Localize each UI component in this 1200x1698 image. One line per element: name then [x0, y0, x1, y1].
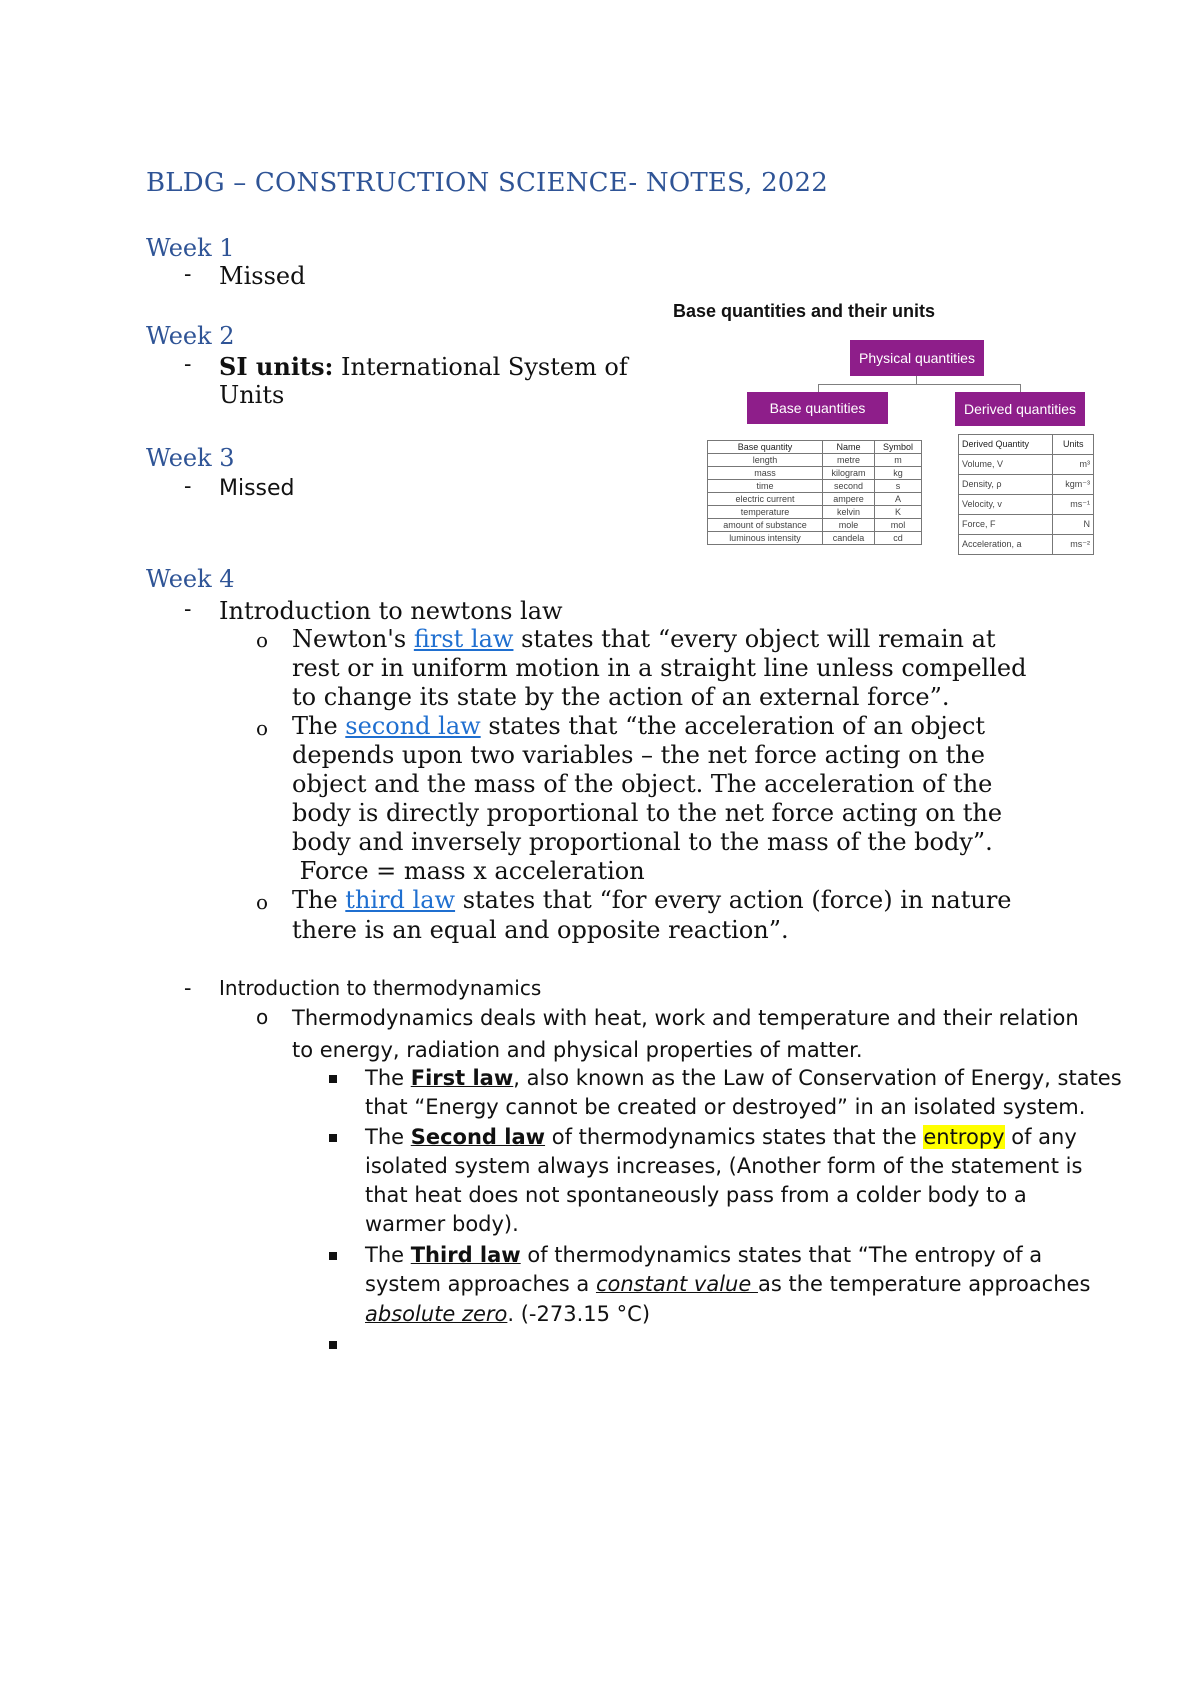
table-row: [959, 515, 1094, 535]
table-cell: mass: [708, 467, 823, 480]
table-cell: A: [874, 493, 921, 506]
week-2-item: [219, 352, 628, 382]
table-header: Name: [822, 441, 874, 454]
circle-bullet: o: [256, 628, 269, 652]
table-cell: kg: [874, 467, 921, 480]
table-cell: amount of substance: [708, 519, 823, 532]
table-row: [708, 506, 922, 519]
dash-bullet: -: [184, 976, 192, 1001]
force-equation: Force = mass x acceleration: [292, 857, 645, 885]
thermo-third-prefix: The: [365, 1243, 411, 1267]
base-quantities-box: Base quantities: [747, 392, 888, 424]
page-title: BLDG – CONSTRUCTION SCIENCE- NOTES, 2022: [146, 168, 829, 198]
second-law-text: states that “the acceleration of an object: [480, 712, 986, 740]
week-1-heading: Week 1: [146, 234, 235, 262]
thermo-third-text-3: . (-273.15 °C): [507, 1302, 651, 1326]
thermo-second-text-end: of any: [1004, 1125, 1077, 1149]
thermo-third-law-line-2: [365, 1270, 1090, 1299]
table-row: [959, 495, 1094, 515]
square-bullet: [329, 1252, 337, 1260]
square-bullet: [329, 1341, 337, 1349]
thermo-third-text: of thermodynamics states that “The entropy of a: [520, 1243, 1043, 1267]
first-law-text: states that “every object will remain at: [513, 625, 996, 653]
second-law-line-3: object and the mass of the object. The acceleration of the: [292, 770, 993, 798]
table-cell: kelvin: [822, 506, 874, 519]
table-cell: length: [708, 454, 823, 467]
table-row: [708, 454, 922, 467]
second-law-line-5: body and inversely proportional to the mass of the body”.: [292, 828, 993, 856]
thermo-third-law-line-3: [365, 1300, 650, 1329]
thermo-first-law-term: First law: [410, 1066, 514, 1090]
third-law-link[interactable]: third law: [345, 886, 456, 914]
first-law-link[interactable]: first law: [413, 625, 514, 653]
derived-quantity-table: [958, 434, 1094, 555]
first-law-line-3: to change its state by the action of an external force”.: [292, 683, 950, 711]
table-cell: luminous intensity: [708, 532, 823, 545]
table-cell: K: [874, 506, 921, 519]
table-cell: s: [874, 480, 921, 493]
table-cell: kgm⁻³: [1053, 475, 1094, 495]
figure-title: Base quantities and their units: [673, 301, 936, 321]
third-law-text: states that “for every action (force) in nature: [455, 886, 1012, 914]
second-law-link[interactable]: second law: [345, 712, 481, 740]
thermo-third-law-term: Third law: [410, 1243, 521, 1267]
table-row: [959, 475, 1094, 495]
thermo-third-text-2b: as the temperature approaches: [757, 1272, 1091, 1296]
table-header-row: [959, 435, 1094, 455]
constant-value-term: constant value: [595, 1272, 758, 1296]
week-1-item: Missed: [219, 262, 306, 290]
thermo-first-law-line-2: that “Energy cannot be created or destroyed” in an isolated system.: [365, 1095, 1086, 1119]
dash-bullet: -: [184, 474, 192, 499]
thermo-third-law-line-1: [365, 1241, 1042, 1270]
table-cell: metre: [822, 454, 874, 467]
newtons-law-intro: Introduction to newtons law: [219, 597, 563, 625]
dash-bullet: -: [184, 352, 192, 377]
thermo-second-text: of thermodynamics states that the: [545, 1125, 924, 1149]
table-cell: mole: [822, 519, 874, 532]
table-cell: temperature: [708, 506, 823, 519]
thermo-second-law-line-3: that heat does not spontaneously pass from a colder body to a: [365, 1183, 1027, 1207]
table-cell: m³: [1053, 455, 1094, 475]
first-law-prefix: Newton's: [292, 625, 414, 653]
second-law-line-4: body is directly proportional to the net force acting on the: [292, 799, 1003, 827]
table-cell: kilogram: [822, 467, 874, 480]
first-law-line-1: [292, 625, 996, 654]
base-quantity-table: [707, 440, 922, 545]
table-cell: ampere: [822, 493, 874, 506]
thermodynamics-definition-1: Thermodynamics deals with heat, work and temperature and their relation: [292, 1006, 1079, 1030]
absolute-zero-term: absolute zero: [365, 1302, 508, 1326]
table-cell: electric current: [708, 493, 823, 506]
second-law-prefix: The: [292, 712, 346, 740]
second-law-line-2: depends upon two variables – the net force acting on the: [292, 741, 985, 769]
table-cell: Volume, V: [959, 455, 1053, 475]
circle-bullet: o: [256, 890, 269, 914]
second-law-line-1: [292, 712, 985, 741]
table-row: [708, 532, 922, 545]
si-units-term: SI units:: [219, 352, 334, 381]
thermo-second-law-line-2: isolated system always increases, (Another form of the statement is: [365, 1154, 1083, 1178]
table-cell: ms⁻²: [1053, 535, 1094, 555]
derived-quantities-box: Derived quantities: [955, 392, 1085, 426]
thermo-second-law-term: Second law: [410, 1125, 546, 1149]
table-cell: Velocity, v: [959, 495, 1053, 515]
circle-bullet: o: [256, 716, 269, 740]
table-cell: N: [1053, 515, 1094, 535]
tree-connector: [916, 376, 917, 384]
table-header: Derived Quantity: [959, 435, 1053, 455]
week-2-text-1: International System of: [333, 353, 628, 381]
thermo-second-law-line-4: warmer body).: [365, 1212, 519, 1236]
thermo-first-prefix: The: [365, 1066, 411, 1090]
third-law-line-2: there is an equal and opposite reaction”.: [292, 916, 789, 944]
table-row: [708, 480, 922, 493]
table-cell: Acceleration, a: [959, 535, 1053, 555]
week-3-item: Missed: [219, 476, 295, 501]
thermo-first-law-line-1: [365, 1064, 1122, 1093]
week-2-text-2: Units: [219, 381, 285, 409]
table-row: [708, 467, 922, 480]
thermodynamics-definition-2: to energy, radiation and physical properties of matter.: [292, 1038, 863, 1062]
table-cell: candela: [822, 532, 874, 545]
table-cell: Force, F: [959, 515, 1053, 535]
table-header: Base quantity: [708, 441, 823, 454]
square-bullet: [329, 1075, 337, 1083]
week-3-heading: Week 3: [146, 444, 235, 472]
physical-quantities-box: Physical quantities: [850, 340, 984, 376]
table-cell: ms⁻¹: [1053, 495, 1094, 515]
square-bullet: [329, 1134, 337, 1142]
third-law-prefix: The: [292, 886, 346, 914]
thermodynamics-intro: Introduction to thermodynamics: [219, 976, 542, 1000]
thermo-second-law-line-1: [365, 1123, 1077, 1152]
table-header-row: [708, 441, 922, 454]
table-header: Units: [1053, 435, 1094, 455]
table-cell: m: [874, 454, 921, 467]
third-law-line-1: [292, 886, 1012, 915]
week-4-heading: Week 4: [146, 565, 235, 593]
thermo-third-text-2a: system approaches a: [365, 1272, 596, 1296]
entropy-highlight: entropy: [923, 1125, 1005, 1149]
table-cell: Density, ρ: [959, 475, 1053, 495]
tree-connector: [1020, 384, 1021, 392]
thermo-second-prefix: The: [365, 1125, 411, 1149]
dash-bullet: -: [184, 597, 192, 622]
week-2-heading: Week 2: [146, 322, 235, 350]
tree-connector: [818, 384, 819, 392]
thermo-first-text: , also known as the Law of Conservation of Energy, states: [513, 1066, 1122, 1090]
table-row: [959, 455, 1094, 475]
table-header: Symbol: [874, 441, 921, 454]
table-row: [708, 519, 922, 532]
circle-bullet: o: [256, 1005, 269, 1029]
table-cell: cd: [874, 532, 921, 545]
dash-bullet: -: [184, 262, 192, 287]
first-law-line-2: rest or in uniform motion in a straight line unless compelled: [292, 654, 1027, 682]
table-row: [708, 493, 922, 506]
tree-connector: [818, 384, 1021, 385]
table-cell: second: [822, 480, 874, 493]
table-cell: time: [708, 480, 823, 493]
table-cell: mol: [874, 519, 921, 532]
table-row: [959, 535, 1094, 555]
